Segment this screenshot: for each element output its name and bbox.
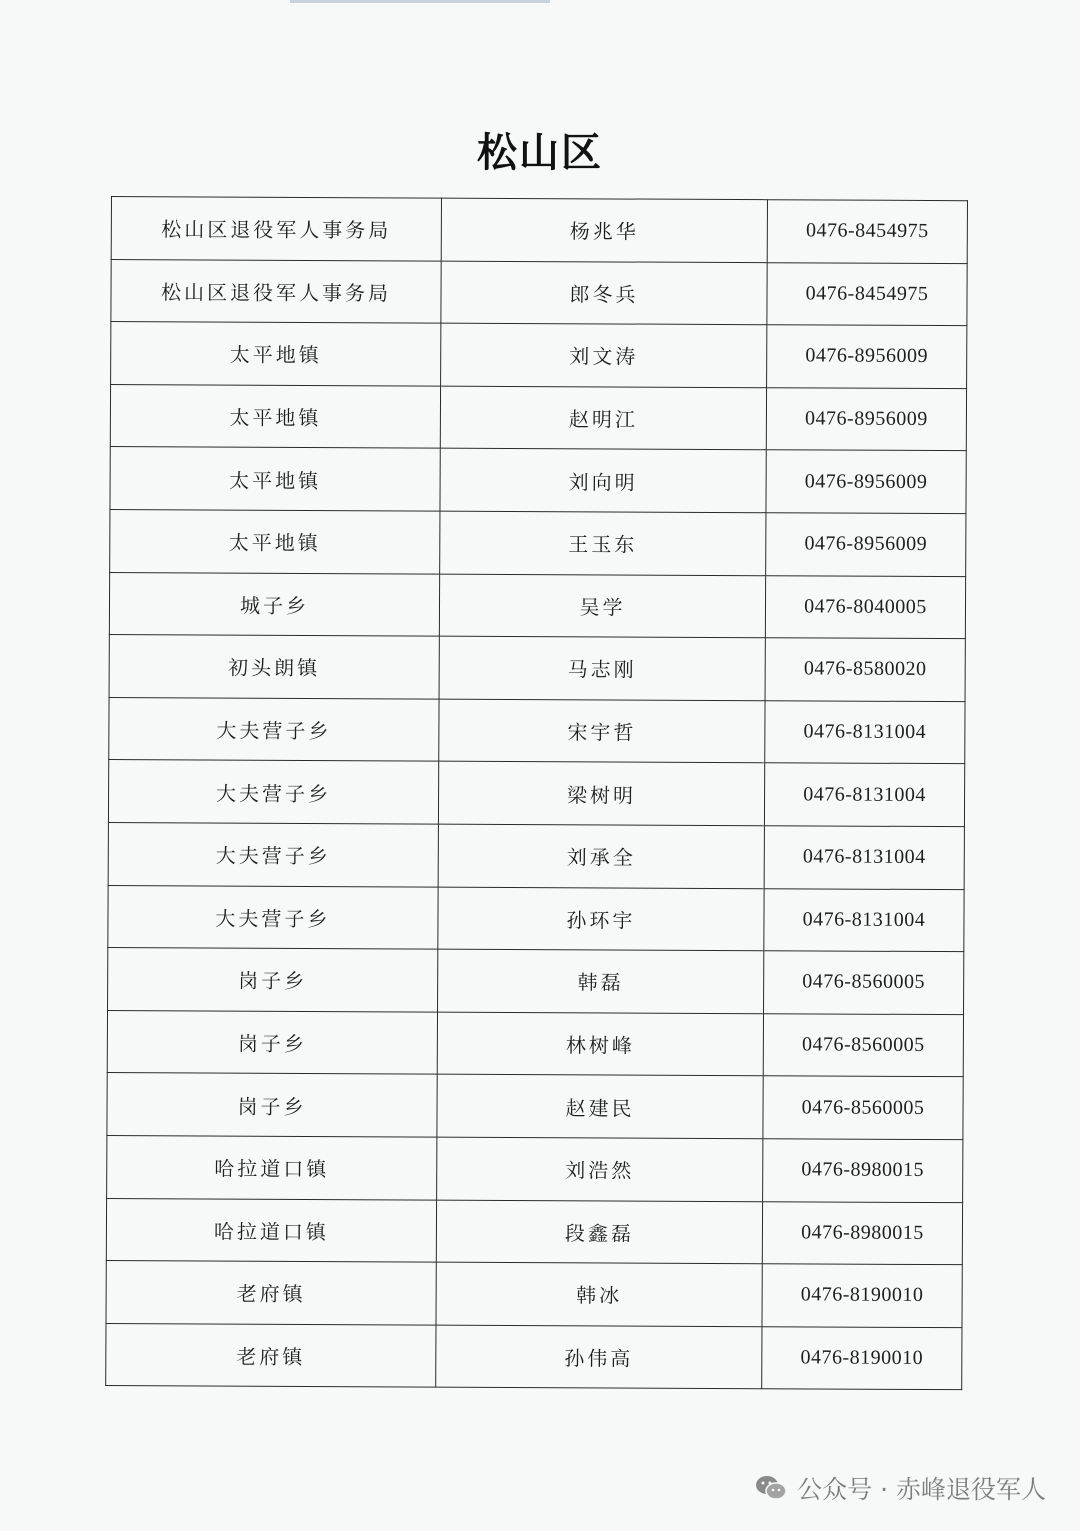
unit-cell: 大夫营子乡 <box>109 697 439 761</box>
phone-cell: 0476-8956009 <box>766 387 966 451</box>
table-row <box>110 509 966 576</box>
phone-cell: 0476-8560005 <box>763 1076 963 1140</box>
name-cell: 刘文涛 <box>441 323 767 387</box>
table-row <box>111 259 967 326</box>
phone-cell: 0476-8131004 <box>764 888 964 952</box>
name-cell: 赵明江 <box>440 386 766 450</box>
name-cell: 马志刚 <box>439 636 765 700</box>
watermark-text: 公众号 · 赤峰退役军人 <box>797 1475 1046 1504</box>
name-cell: 刘浩然 <box>437 1137 763 1201</box>
name-cell: 吴学 <box>439 574 765 638</box>
unit-cell: 哈拉道口镇 <box>107 1135 437 1199</box>
phone-cell: 0476-8580020 <box>765 638 965 702</box>
page-title: 松山区 <box>477 130 603 176</box>
name-cell: 孙伟高 <box>436 1325 762 1389</box>
phone-cell: 0476-8190010 <box>762 1326 962 1390</box>
table-row <box>106 1198 962 1265</box>
phone-cell: 0476-8980015 <box>763 1139 963 1203</box>
table-row <box>109 697 965 764</box>
table-row <box>106 1261 962 1328</box>
unit-cell: 大夫营子乡 <box>108 822 438 886</box>
name-cell: 郎冬兵 <box>441 261 767 325</box>
table-row <box>110 447 966 514</box>
unit-cell: 哈拉道口镇 <box>106 1198 436 1262</box>
table-row <box>108 885 964 952</box>
unit-cell: 大夫营子乡 <box>108 885 438 949</box>
contact-table <box>105 196 968 1390</box>
phone-cell: 0476-8956009 <box>767 325 967 389</box>
name-cell: 韩冰 <box>436 1262 762 1326</box>
table-row <box>106 1323 962 1390</box>
name-cell: 赵建民 <box>437 1074 763 1138</box>
phone-cell: 0476-8560005 <box>763 1013 963 1077</box>
unit-cell: 松山区退役军人事务局 <box>111 259 441 323</box>
table-body <box>106 197 968 1390</box>
table-row <box>107 1073 963 1140</box>
table-row <box>109 635 965 702</box>
unit-cell: 太平地镇 <box>110 509 440 573</box>
phone-cell: 0476-8560005 <box>764 951 964 1015</box>
wechat-icon <box>755 1474 787 1502</box>
table-row <box>110 384 966 451</box>
phone-cell: 0476-8131004 <box>765 700 965 764</box>
unit-cell: 松山区退役军人事务局 <box>111 197 441 261</box>
name-cell: 宋宇哲 <box>439 699 765 763</box>
table-row <box>108 822 964 889</box>
name-cell: 王玉东 <box>440 511 766 575</box>
name-cell: 孙环宇 <box>438 887 764 951</box>
table-row <box>107 1135 963 1202</box>
phone-cell: 0476-8454975 <box>767 262 967 326</box>
phone-cell: 0476-8131004 <box>764 826 964 890</box>
name-cell: 刘承全 <box>438 824 764 888</box>
phone-cell: 0476-8980015 <box>762 1201 962 1265</box>
unit-cell: 大夫营子乡 <box>108 760 438 824</box>
phone-cell: 0476-8956009 <box>766 450 966 514</box>
unit-cell: 太平地镇 <box>110 384 440 448</box>
unit-cell: 太平地镇 <box>111 322 441 386</box>
table-row <box>108 760 964 827</box>
phone-cell: 0476-8131004 <box>764 763 964 827</box>
table-row <box>111 197 967 264</box>
name-cell: 刘向明 <box>440 448 766 512</box>
unit-cell: 老府镇 <box>106 1261 436 1325</box>
name-cell: 梁树明 <box>438 761 764 825</box>
unit-cell: 岗子乡 <box>107 1010 437 1074</box>
unit-cell: 初头朗镇 <box>109 635 439 699</box>
unit-cell: 岗子乡 <box>107 1073 437 1137</box>
phone-cell: 0476-8190010 <box>762 1264 962 1328</box>
name-cell: 段鑫磊 <box>436 1200 762 1264</box>
phone-cell: 0476-8454975 <box>767 200 967 264</box>
table-row <box>109 572 965 639</box>
table-row <box>107 1010 963 1077</box>
unit-cell: 太平地镇 <box>110 447 440 511</box>
phone-cell: 0476-8040005 <box>765 575 965 639</box>
name-cell: 杨兆华 <box>441 198 767 262</box>
phone-cell: 0476-8956009 <box>766 513 966 577</box>
wechat-watermark <box>755 1468 1046 1508</box>
table-row <box>111 322 967 389</box>
scan-edge <box>290 0 550 3</box>
table-row <box>108 948 964 1015</box>
unit-cell: 岗子乡 <box>108 948 438 1012</box>
unit-cell: 城子乡 <box>109 572 439 636</box>
name-cell: 林树峰 <box>437 1012 763 1076</box>
name-cell: 韩磊 <box>438 949 764 1013</box>
unit-cell: 老府镇 <box>106 1323 436 1387</box>
